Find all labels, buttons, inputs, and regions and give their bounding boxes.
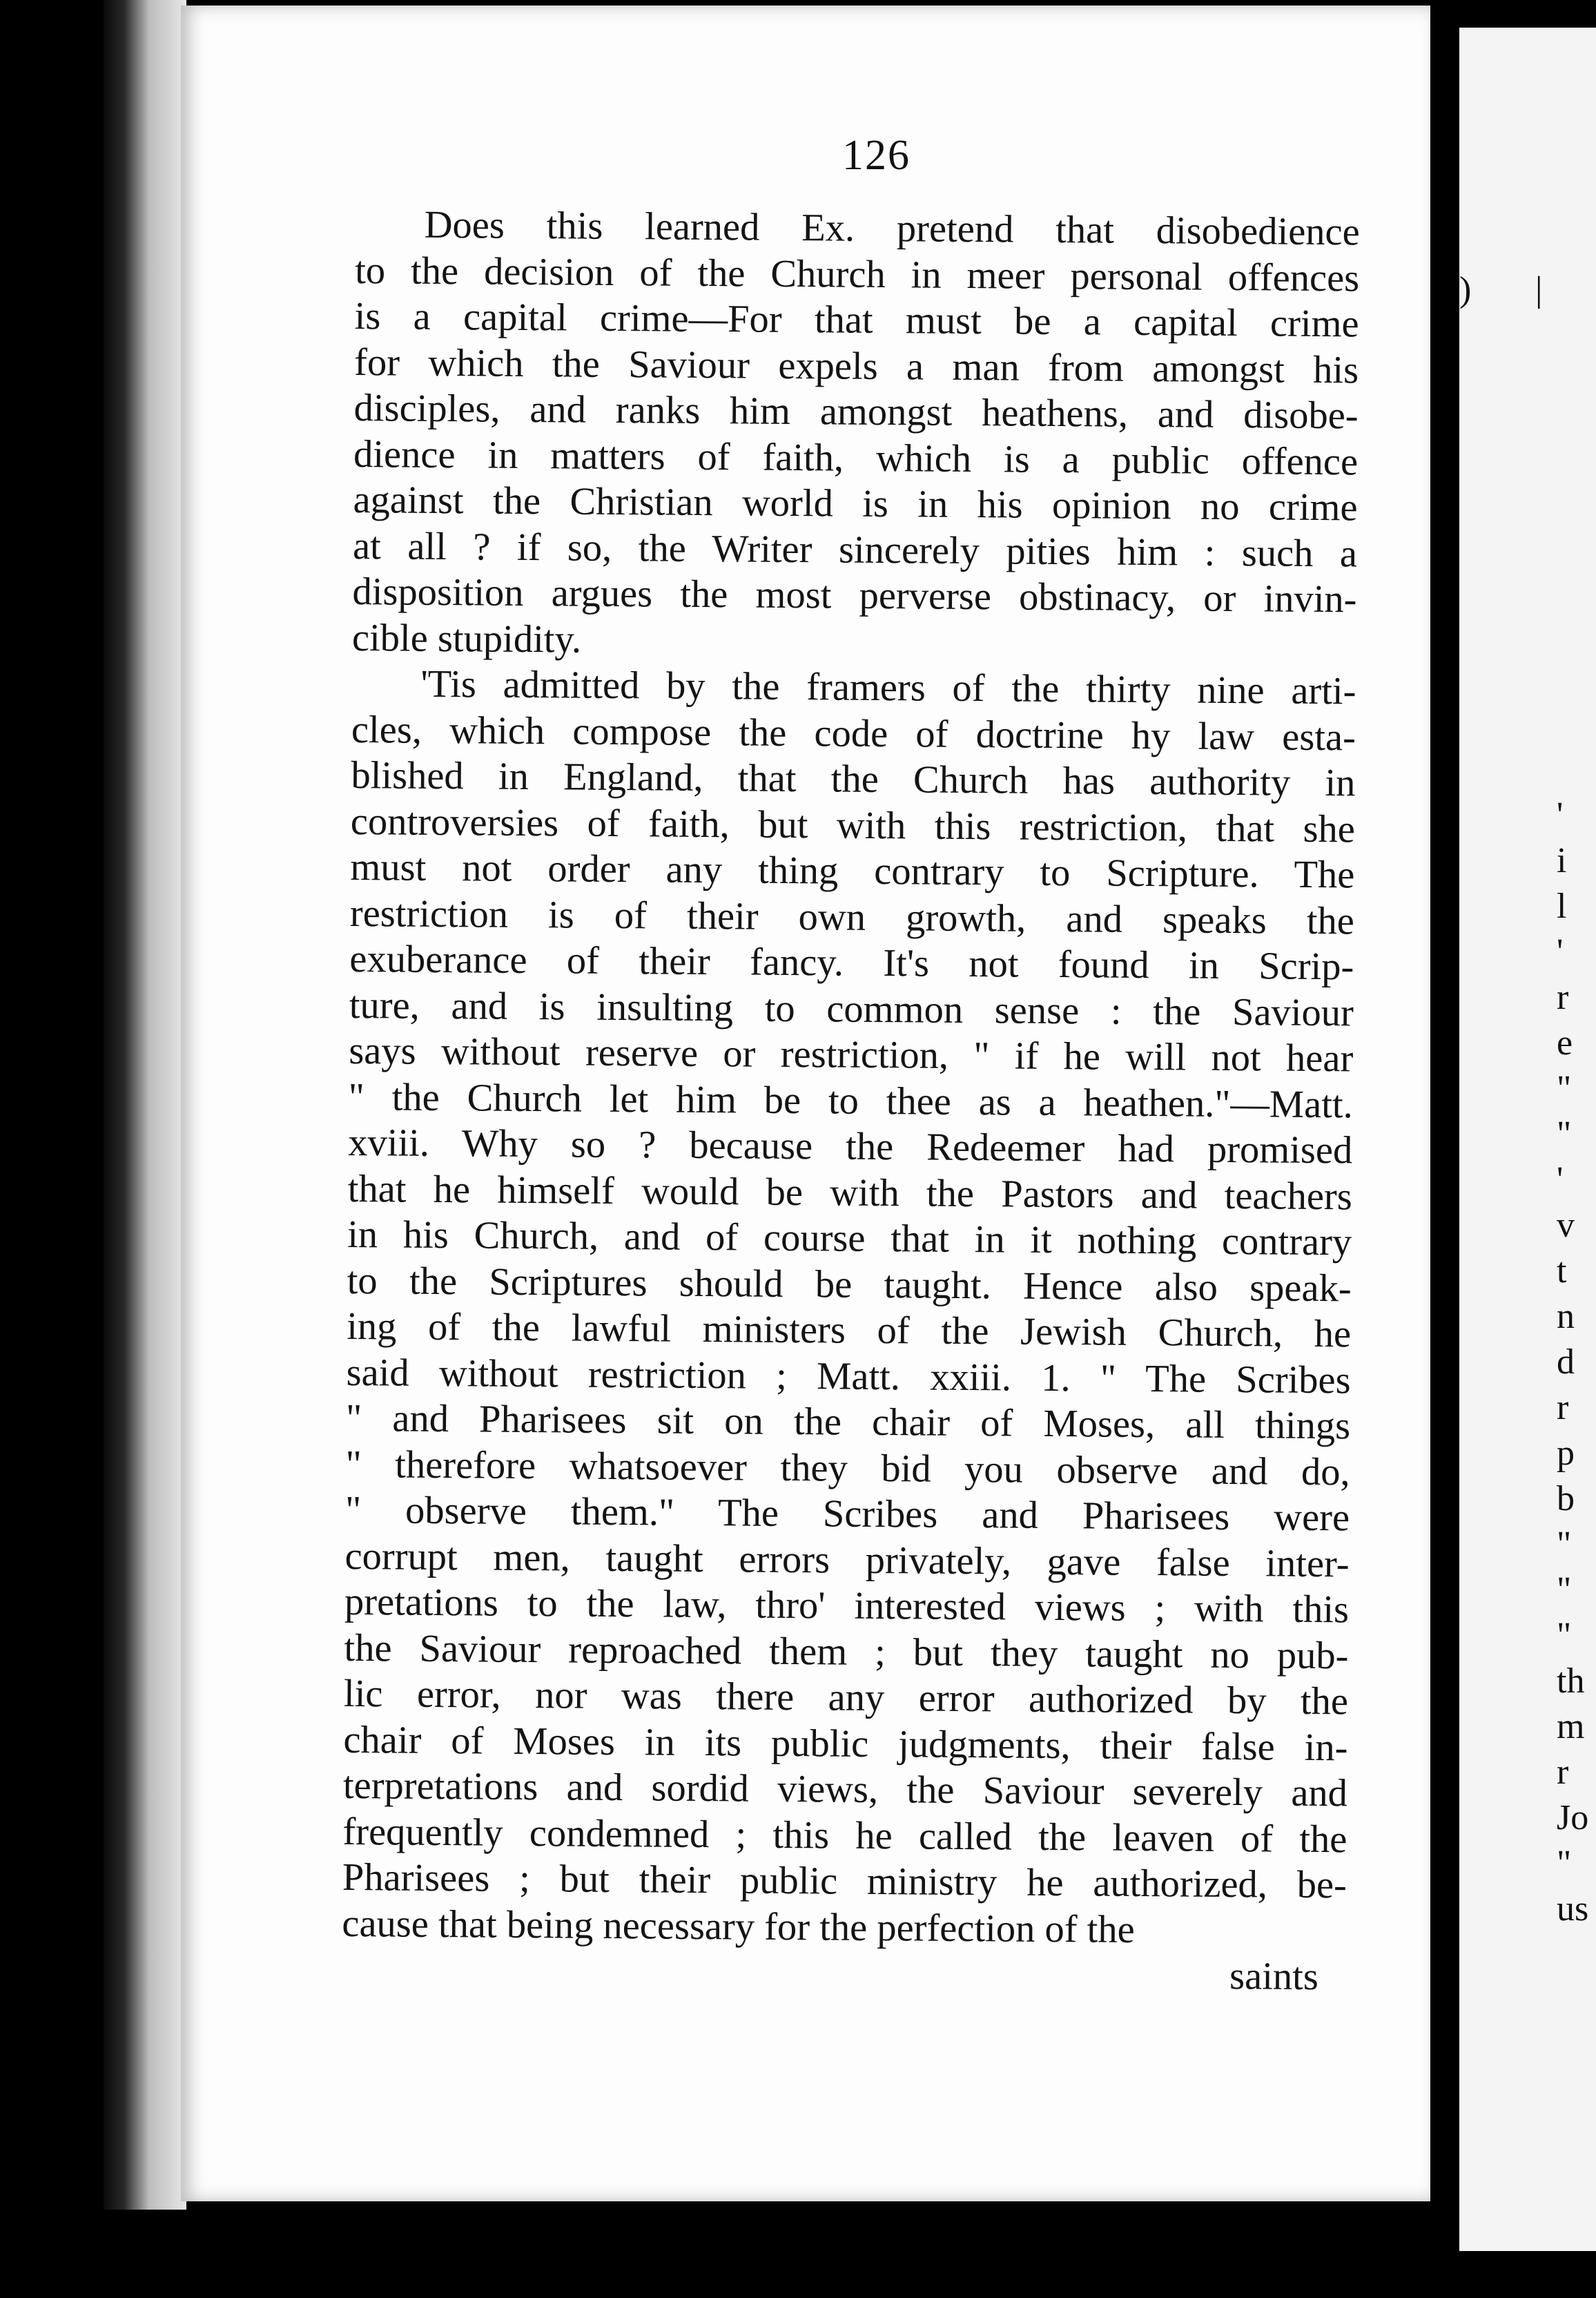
- text-line: exuberance of their fancy. It's not found in Scrip-: [349, 937, 1354, 989]
- text-line: against the Christian world is in his opinion no crime: [353, 478, 1358, 530]
- book-binding: [104, 0, 186, 2210]
- text-line: " and Pharisees sit on the chair of Moses, all things: [345, 1396, 1351, 1448]
- text-line: cles, which compose the code of doctrine hy law esta-: [351, 708, 1356, 759]
- facing-edge-fragment: v: [1557, 1206, 1575, 1245]
- facing-edge-fragment: ": [1557, 1114, 1572, 1154]
- facing-edge-fragment: ": [1557, 1844, 1572, 1883]
- text-line: " therefore whatsoever they bid you observe and do,: [345, 1442, 1350, 1494]
- gutter-shadow: [1430, 28, 1459, 2210]
- facing-edge-fragment: m: [1557, 1707, 1585, 1746]
- facing-margin-mark-2: |: [1535, 270, 1543, 309]
- text-line: dience in matters of faith, which is a public offence: [353, 432, 1359, 483]
- page-body: [342, 202, 1360, 2000]
- facing-edge-fragment: Jo: [1557, 1798, 1589, 1837]
- page-number: 126: [842, 132, 911, 179]
- facing-edge-fragment: b: [1557, 1479, 1575, 1518]
- paragraph-1: [352, 202, 1360, 668]
- text-line: terpretations and sordid views, the Saviour severely and: [342, 1764, 1348, 1815]
- text-line: ing of the lawful ministers of the Jewish Church, he: [346, 1304, 1352, 1356]
- text-line: lic error, nor was there any error authorized by the: [343, 1672, 1349, 1724]
- facing-edge-fragment: n: [1557, 1297, 1575, 1336]
- facing-edge-fragment: e: [1557, 1023, 1573, 1063]
- text-line: xviii. Why so ? because the Redeemer had promised: [348, 1121, 1353, 1172]
- facing-edge-fragment: r: [1557, 978, 1569, 1017]
- text-line: blished in England, that the Church has authority in: [351, 753, 1356, 805]
- text-line: cible stupidity.: [351, 616, 582, 662]
- text-line: says without reserve or restriction, " if he will not hear: [349, 1029, 1354, 1081]
- text-line: to the Scriptures should be taught. Hence also speak-: [347, 1259, 1352, 1310]
- facing-edge-fragment: r: [1557, 1388, 1569, 1427]
- text-line: to the decision of the Church in meer personal offences: [354, 249, 1360, 300]
- facing-edge-fragment: l: [1557, 887, 1567, 926]
- facing-edge-fragment: ": [1557, 1616, 1572, 1655]
- facing-margin-mark-1: ): [1459, 270, 1472, 309]
- facing-edge-fragment: r: [1557, 1753, 1569, 1792]
- facing-edge-fragment: ': [1557, 795, 1564, 835]
- text-line: must not order any thing contrary to Scripture. The: [350, 845, 1355, 897]
- text-line: ture, and is insulting to common sense : the Saviour: [349, 983, 1354, 1034]
- facing-edge-fragment: t: [1557, 1251, 1567, 1291]
- text-line: restriction is of their own growth, and speaks the: [349, 891, 1355, 943]
- text-line: that he himself would be with the Pastors and teachers: [347, 1167, 1352, 1218]
- text-line: for which the Saviour expels a man from amongst his: [353, 340, 1359, 392]
- facing-edge-fragment: p: [1557, 1433, 1575, 1473]
- text-line: said without restriction ; Matt. xxiii. 1. " The Scribes: [346, 1351, 1351, 1402]
- text-line: corrupt men, taught errors privately, gave false inter-: [344, 1534, 1350, 1585]
- text-line: at all ? if so, the Writer sincerely pities him : such a: [352, 524, 1358, 575]
- text-line: is a capital crime—For that must be a capital crime: [354, 294, 1359, 346]
- facing-edge-fragment: ": [1557, 1525, 1572, 1564]
- facing-edge-fragment: d: [1557, 1342, 1575, 1382]
- facing-edge-fragment: ': [1557, 1160, 1564, 1199]
- catchword: saints: [1229, 1955, 1319, 1999]
- text-line: disciples, and ranks him amongst heathens, and disobe-: [353, 386, 1359, 438]
- paragraph-2: [342, 661, 1356, 1954]
- text-line: controversies of faith, but with this restriction, that she: [350, 800, 1356, 851]
- facing-edge-fragment: ": [1557, 1069, 1572, 1108]
- facing-edge-fragment: ': [1557, 932, 1564, 972]
- text-line: disposition argues the most perverse obstinacy, or invin-: [352, 570, 1357, 621]
- text-line: " observe them." The Scribes and Pharisees were: [344, 1488, 1350, 1540]
- facing-edge-fragment: i: [1557, 841, 1567, 880]
- facing-edge-fragment: us: [1557, 1889, 1589, 1929]
- facing-edge-fragment: th: [1557, 1661, 1585, 1701]
- facing-edge-fragment: ": [1557, 1570, 1572, 1610]
- facing-page-edge-text: [1557, 793, 1596, 1932]
- text-line: chair of Moses in its public judgments, their false in-: [343, 1718, 1348, 1769]
- text-line: Pharisees ; but their public ministry he authorized, be-: [342, 1855, 1347, 1907]
- text-line: 'Tis admitted by the framers of the thirty nine arti-: [420, 662, 1356, 713]
- text-line: pretations to the law, thro' interested views ; with this: [344, 1580, 1350, 1632]
- text-line: Does this learned Ex. pretend that disobedience: [424, 203, 1360, 254]
- text-line: " the Church let him be to thee as a heathen."—Matt.: [348, 1075, 1354, 1126]
- text-line: frequently condemned ; this he called the leaven of the: [342, 1810, 1347, 1861]
- text-line: the Saviour reproached them ; but they taught no pub-: [344, 1626, 1349, 1677]
- text-line: cause that being necessary for the perfection of the: [342, 1902, 1135, 1951]
- text-line: in his Church, and of course that in it nothing contrary: [347, 1213, 1352, 1264]
